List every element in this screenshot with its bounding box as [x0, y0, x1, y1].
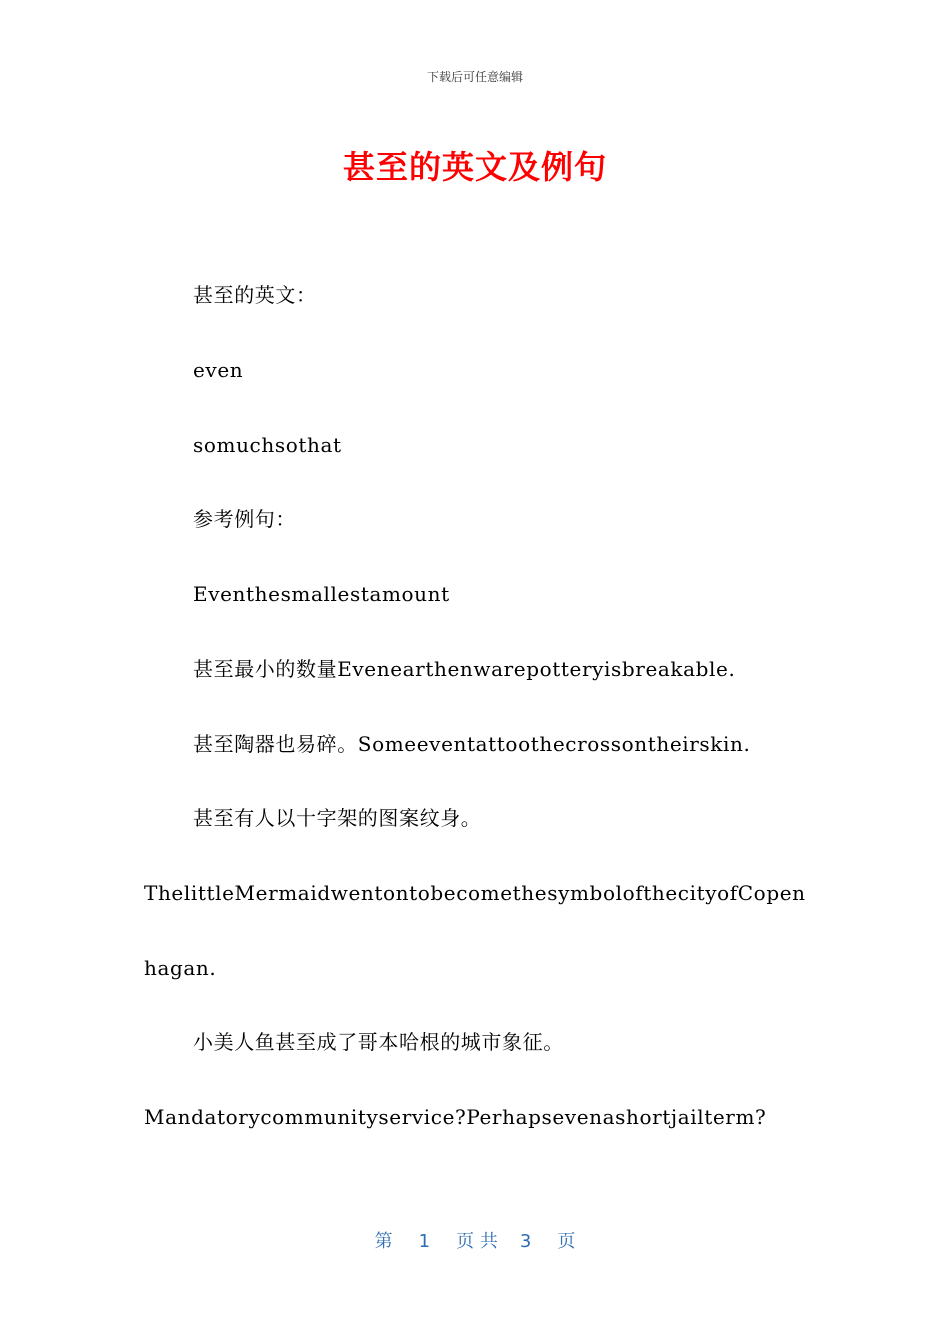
paragraph-example-7: Mandatorycommunityservice?Perhapsevenashortjailterm? [144, 1105, 767, 1129]
paragraph-example-6: 小美人鱼甚至成了哥本哈根的城市象征。 [193, 1030, 564, 1054]
paragraph-example-4: 甚至有人以十字架的图案纹身。 [193, 806, 482, 830]
paragraph-example-1: Eventhesmallestamount [193, 582, 450, 606]
paragraph-examples-heading: 参考例句： [193, 507, 296, 531]
page-header-note: 下载后可任意编辑 [426, 70, 523, 84]
footer-prefix: 第 [374, 1231, 393, 1252]
paragraph-example-2: 甚至最小的数量Evenearthenwarepotteryisbreakable. [193, 657, 736, 681]
document-title: 甚至的英文及例句 [342, 148, 607, 186]
footer-total-pages: 3 [519, 1231, 532, 1252]
footer-suffix: 页 [557, 1231, 576, 1252]
paragraph-example-5-line-1: ThelittleMermaidwentontobecomethesymbolofthecityofCopen [144, 881, 806, 905]
paragraph-somuchsothat: somuchsothat [193, 433, 342, 457]
paragraph-english-heading: 甚至的英文： [193, 283, 317, 307]
paragraph-example-3: 甚至陶器也易碎。Someeventattoothecrossontheirskin. [193, 732, 751, 756]
page-footer [0, 1227, 950, 1253]
footer-current-page: 1 [418, 1231, 431, 1252]
footer-mid: 页 共 [456, 1231, 498, 1252]
paragraph-example-5-line-2: hagan. [144, 956, 217, 980]
paragraph-even: even [193, 358, 244, 382]
